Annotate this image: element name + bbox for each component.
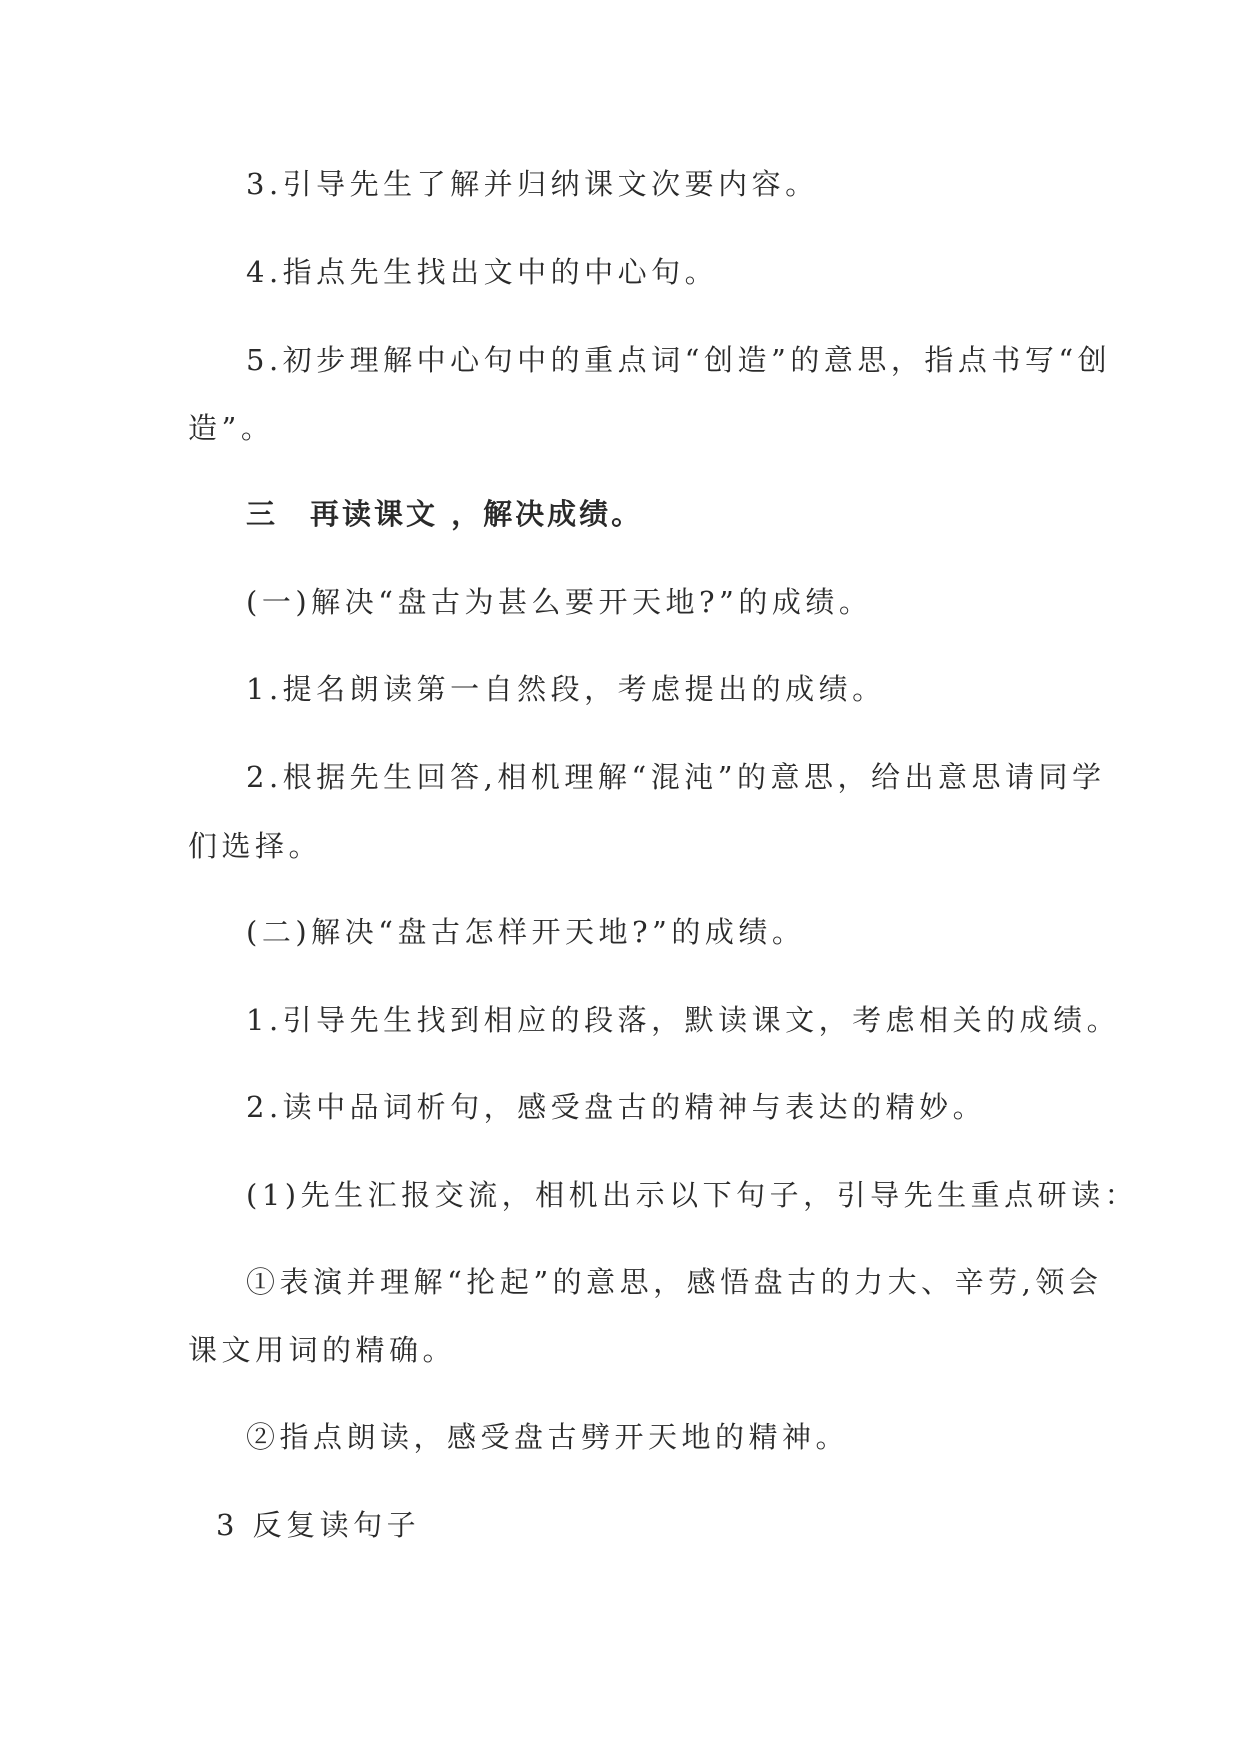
subsection-1-step-2: 2.根据先生回答,相机理解“混沌”的意思，给出意思请同学 bbox=[246, 760, 1106, 794]
circled-item-1-continued: 课文用词的精确。 bbox=[188, 1333, 457, 1367]
step-3-repeat-reading: 3 反复读句子 bbox=[216, 1508, 421, 1542]
subsection-2-substep-1: (1)先生汇报交流，相机出示以下句子，引导先生重点研读： bbox=[246, 1178, 1139, 1212]
subsection-2-step-2: 2.读中品词析句，感受盘古的精神与表达的精妙。 bbox=[246, 1090, 987, 1124]
subsection-1-step-1: 1.提名朗读第一自然段，考虑提出的成绩。 bbox=[246, 672, 886, 706]
step-5-text-continued: 造”。 bbox=[188, 411, 275, 445]
step-3-text: 3.引导先生了解并归纳课文次要内容。 bbox=[246, 167, 819, 201]
step-5-text: 5.初步理解中心句中的重点词“创造”的意思，指点书写“创 bbox=[246, 343, 1112, 377]
subsection-1-heading: (一)解决“盘古为甚么要开天地?”的成绩。 bbox=[246, 585, 873, 619]
circled-item-1: ①表演并理解“抡起”的意思，感悟盘古的力大、辛劳,领会 bbox=[246, 1265, 1103, 1299]
section-3-heading: 三 再读课文 ，解决成绩。 bbox=[246, 497, 644, 531]
subsection-1-step-2-continued: 们选择。 bbox=[188, 829, 323, 863]
subsection-2-step-1: 1.引导先生找到相应的段落，默读课文，考虑相关的成绩。 bbox=[246, 1003, 1121, 1037]
step-4-text: 4.指点先生找出文中的中心句。 bbox=[246, 255, 719, 289]
circled-item-2: ②指点朗读，感受盘古劈开天地的精神。 bbox=[246, 1420, 850, 1454]
subsection-2-heading: (二)解决“盘古怎样开天地?”的成绩。 bbox=[246, 915, 806, 949]
